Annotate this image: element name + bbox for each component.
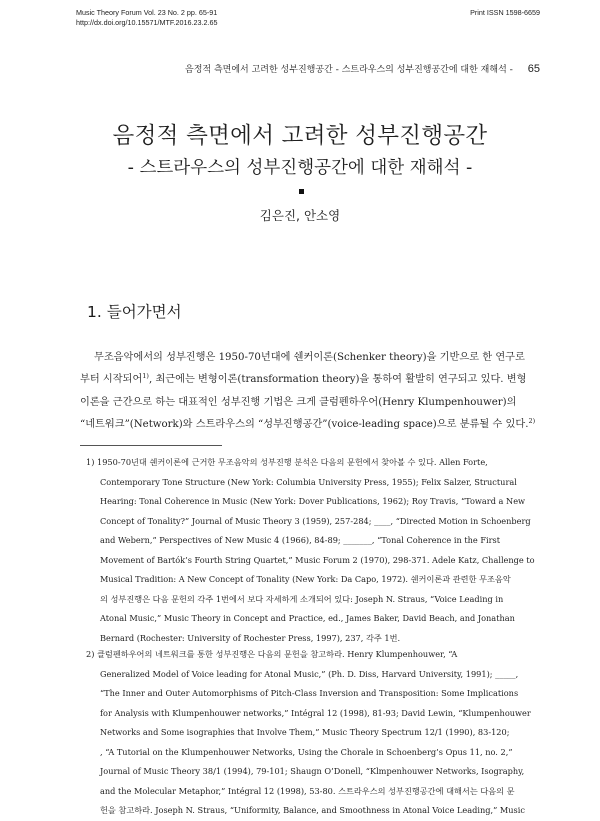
section-heading: 1. 들어가면서 [87,303,182,321]
footnote-line: “The Inner and Outer Automorphisms of Pitch-Class Inversion and Transposition: Some Implications [100,688,519,698]
journal-volume-line: Music Theory Forum Vol. 23 No. 2 pp. 65-91 [76,8,218,17]
footnote-ref-2[interactable]: 2) [528,417,536,426]
issn-label: Print ISSN 1598-6659 [470,8,540,17]
footnote-line: Movement of Bartók’s Fourth String Quartet,” Music Forum 2 (1970), 298-371. Adele Katz, Challenge to [100,554,535,565]
footnote-line: 2) 클럼펜하우어의 네트워크를 통한 성부진행은 다음의 문헌을 참고하라. Henry Klumpenhouwer, “A [86,649,458,659]
footnote-2 [80,645,540,821]
body-text-segment: “네트워크”(Network)와 스트라우스의 “성부진행공간”(voice-leading space)으로 분류될 수 있다. [80,419,529,431]
footnote-line: and the Molecular Metaphor,” Intégral 12 (1998), 53-80. 스트라우스의 성부진행공간에 대해서는 다음의 문 [100,785,515,796]
body-text-segment: , 최근에는 변형이론(transformation theory)을 통하여 활발히 연구되고 있다. 변형 [148,374,527,386]
page-number: 65 [527,63,540,75]
footnote-line: Generalized Model of Voice leading for Atonal Music,” (Ph. D. Diss, Harvard University, 1991); _____, [100,668,519,679]
footnote-line: 의 성부진행은 다음 문헌의 각주 1번에서 보다 자세하게 소개되어 있다: Joseph N. Straus, “Voice Leading in [100,593,504,604]
footnote-line: Journal of Music Theory 38/1 (1994), 79-101; Shaugn O’Donell, “Klmpenhouwer Networks, Isography, [100,766,525,776]
article-subtitle: - 스트라우스의 성부진행공간에 대한 재해석 - [127,158,473,178]
footnote-line: Bernard (Rochester: University of Rochester Press, 1997), 237, 각주 1번. [100,632,401,643]
footnote-line: 헌을 참고하라. Joseph N. Straus, “Uniformity, Balance, and Smoothness in Atonal Voice Leading,” Music [100,805,525,815]
footnote-divider [80,445,222,446]
footnote-line: Atonal Music,” Music Theory in Concept and Practice, ed., James Baker, David Beach, and Jonathan [100,613,515,623]
footnote-line: , “A Tutorial on the Klumpenhouwer Networks, Using the Chorale in Schoenberg’s Opus 11, no. 2,” [100,746,513,757]
article-title: 음정적 측면에서 고려한 성부진행공간 [112,123,488,149]
body-line [80,414,540,436]
doi-link[interactable]: http://dx.doi.org/10.15571/MTF.2016.23.2.65 [76,18,218,27]
footnote-line: Networks and Some isographies that Involve Them,” Music Theory Spectrum 12/1 (1990), 83-120; [100,727,510,737]
authors: 김은진, 안소영 [259,208,341,223]
body-line: 무조음악에서의 성부진행은 1950-70년대에 쉔커이론(Schenker theory)을 기반으로 한 연구로 [94,352,525,363]
journal-citation [76,8,217,28]
footnote-line: Musical Tradition: A New Concept of Tonality (New York: Da Capo, 1972). 쉔커이론과 관련한 무조음악 [100,574,511,584]
footnote-line: and Webern,” Perspectives of New Music 4 (1966), 84-89; _______, “Tonal Coherence in the First [100,535,501,545]
footnote-line: Contemporary Tone Structure (New York: Columbia University Press, 1955); Felix Salzer, Structural [100,476,517,487]
body-paragraph [80,347,540,437]
running-head-text: 음정적 측면에서 고려한 성부진행공간 - 스트라우스의 성부진행공간에 대한 재해석 - [185,65,513,75]
footnote-line: Hearing: Tonal Coherence in Music (New York: Dover Publications, 1962); Roy Travis, “Toward a New [100,496,526,506]
title-ornament-square [299,189,304,194]
body-line: 이론을 근간으로 하는 대표적인 성부진행 기법은 크게 클럼펜하우어(Henry Klumpenhouwer)의 [80,396,517,408]
footnote-line: 1) 1950-70년대 쉔커이론에 근거한 무조음악의 성부진행 분석은 다음의 문헌에서 찾아볼 수 있다. Allen Forte, [86,457,488,467]
footnote-1 [80,453,540,648]
footnote-line: for Analysis with Klumpenhouwer networks,” Intégral 12 (1998), 81-93; David Lewin, “Klumpenhouwer [100,707,531,718]
body-line [80,369,540,391]
body-text-segment: 부터 시작되어 [80,374,143,386]
running-head [0,62,540,75]
footnote-line: Concept of Tonality?” Journal of Music Theory 3 (1959), 257-284; ____, “Directed Motion in Schoenberg [100,515,531,526]
footnote-ref-1[interactable]: 1) [142,372,149,381]
